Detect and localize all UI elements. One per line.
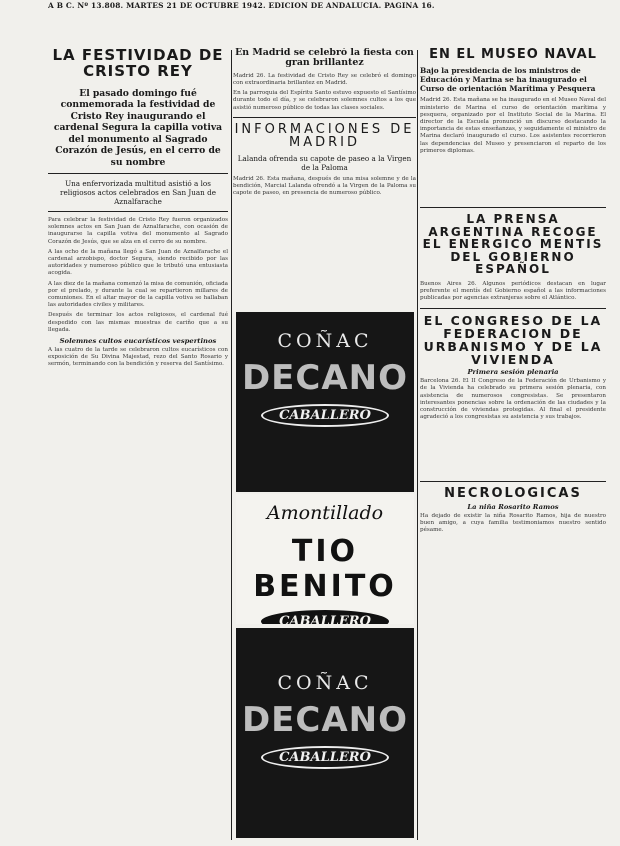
subheading: Primera sesión plenaria	[467, 368, 559, 377]
ad-caballero-logo: CABALLERO	[261, 404, 389, 427]
headline-necrologicas: NECROLOGICAS	[444, 486, 582, 502]
ad-caballero-logo: CABALLERO	[261, 610, 389, 624]
ad-caballero-logo: CABALLERO	[261, 746, 389, 769]
column-2	[233, 48, 416, 318]
headline-congreso-urbanismo: EL CONGRESO DE LA FEDERACION DE URBANISMO Y DE LA VIVIENDA	[423, 312, 603, 367]
divider	[48, 211, 228, 212]
lead-cristo-rey: Una enfervorizada multitud asistió a los religiosos actos celebrados en San Juan de Aznalfarache	[60, 179, 216, 206]
subhead-cristo-rey: El pasado domingo fué conmemorada la festividad de Cristo Rey inaugurando el cardenal Segura la capilla votiva del monumento al Sagrado Corazón de Jesús, en el cerro de su nombre	[53, 87, 223, 168]
paragraph: A las ocho de la mañana llegó a San Juan de Aznalfarache el cardenal arzobispo, doctor Segura, siendo recibido por las autoridades y numeroso público que le tributó una entusiasta acogida.	[48, 248, 228, 277]
advertisement-conac-decano	[236, 312, 414, 492]
subheading: La niña Rosarito Ramos	[467, 502, 559, 511]
paragraph: Buenos Aires 26. Algunos periódicos destacan en lugar preferente el mentís del Gobierno español a las informaciones publicadas por agencias extranjeras sobre el Atlántico.	[420, 280, 606, 302]
subheading: Solemnes cultos eucarísticos vespertinos	[59, 337, 217, 346]
column-rule	[231, 50, 232, 840]
headline-madrid-fiesta: En Madrid se celebró la fiesta con gran brillantez	[235, 48, 414, 68]
ad-word-tio-benito: TIO BENITO	[253, 534, 397, 604]
column-3	[420, 48, 606, 838]
section-informaciones-madrid: INFORMACIONES DE MADRID	[234, 121, 415, 151]
paragraph: Barcelona 26. El II Congreso de la Federación de Urbanismo y de la Vivienda ha celebrado su primera sesión plenaria, con asistencia de numerosos congresistas. Se presentaron interesantes ponencias sobre la ordenación de las ciudades y la construcción de viviendas protegidas. Al final el presidente agradeció a los congresistas su asistencia y sus trabajos.	[420, 378, 606, 421]
ad-word-conac: COÑAC	[277, 330, 373, 352]
paragraph: Madrid 26. La festividad de Cristo Rey se celebró el domingo con extraordinaria brillantez en Madrid.	[233, 72, 416, 86]
divider	[233, 117, 416, 118]
divider	[420, 308, 606, 309]
headline-cristo-rey: LA FESTIVIDAD DE CRISTO REY	[52, 48, 224, 80]
ad-word-decano: DECANO	[241, 700, 409, 740]
divider	[420, 207, 606, 208]
column-1	[48, 48, 228, 838]
subhead-museo-naval: Bajo la presidencia de los ministros de Educación y Marina se ha inaugurado el Curso de orientación Marítima y Pesquera	[420, 65, 596, 94]
paragraph: En la parroquia del Espíritu Santo estuvo expuesto el Santísimo durante todo el día, y se celebraron solemnes cultos a los que asistió numeroso público de todas las clases sociales.	[233, 90, 416, 111]
paragraph: A las cuatro de la tarde se celebraron cultos eucarísticos con exposición de Su Divina Majestad, rezo del Santo Rosario y sermón, terminando con la bendición y reserva del Santísimo.	[48, 347, 228, 368]
advertisement-tio-benito	[236, 494, 414, 624]
paragraph: Después de terminar los actos religiosos, el cardenal fué despedido con las mismas muestras de cariño que a su llegada.	[48, 312, 228, 333]
headline-museo-naval: EN EL MUSEO NAVAL	[429, 48, 597, 62]
ad-word-decano: DECANO	[241, 358, 409, 398]
paragraph: Para celebrar la festividad de Cristo Rey fueron organizados solemnes actos en San Juan de Aznalfarache, con ocasión de inaugurarse la capilla votiva del monumento al Sagrado Corazón de Jesús, que se alza en el cerro de su nombre.	[48, 217, 228, 245]
paragraph: Ha dejado de existir la niña Rosarito Ramos, hija de nuestro buen amigo, a cuya familia testimoniamos nuestro sentido pésame.	[420, 512, 606, 534]
page-header: A B C. Nº 13.808. MARTES 21 DE OCTUBRE 1942. EDICION DE ANDALUCIA. PAGINA 16.	[48, 1, 435, 10]
divider	[48, 173, 228, 174]
advertisement-conac-decano	[236, 628, 414, 838]
paragraph: Madrid 26. Esta mañana, después de una misa solemne y de la bendición, Marcial Lalanda ofrendó a la Virgen de la Paloma su capote de paseo, en presencia de numeroso público.	[233, 176, 416, 197]
subhead-lalanda: Lalanda ofrenda su capote de paseo a la Virgen de la Paloma	[237, 154, 412, 173]
headline-prensa-argentina: LA PRENSA ARGENTINA RECOGE EL ENERGICO MENTIS DEL GOBIERNO ESPAÑOL	[422, 212, 604, 277]
column-rule	[417, 50, 418, 840]
paragraph: Madrid 26. Esta mañana se ha inaugurado en el Museo Naval del ministerio de Marina el curso de orientación marítima y pesquera, organizado por el Instituto Social de la Marina. El director de la Escuela pronunció un discurso destacando la importancia de estas enseñanzas, y seguidamente el ministro de Marina declaró inaugurado el curso. Los asistentes recorrieron las dependencias del Museo y presenciaron el reparto de los primeros diplomas.	[420, 97, 606, 154]
divider	[420, 481, 606, 482]
ad-word-conac: COÑAC	[277, 672, 373, 694]
ad-word-amontillado: Amontillado	[266, 502, 384, 524]
paragraph: A las diez de la mañana comenzó la misa de comunión, oficiada por el prelado, y durante la cual se repartieron millares de comuniones. En el altar mayor de la capilla votiva se hallaban las autoridades civiles y militares.	[48, 280, 228, 309]
